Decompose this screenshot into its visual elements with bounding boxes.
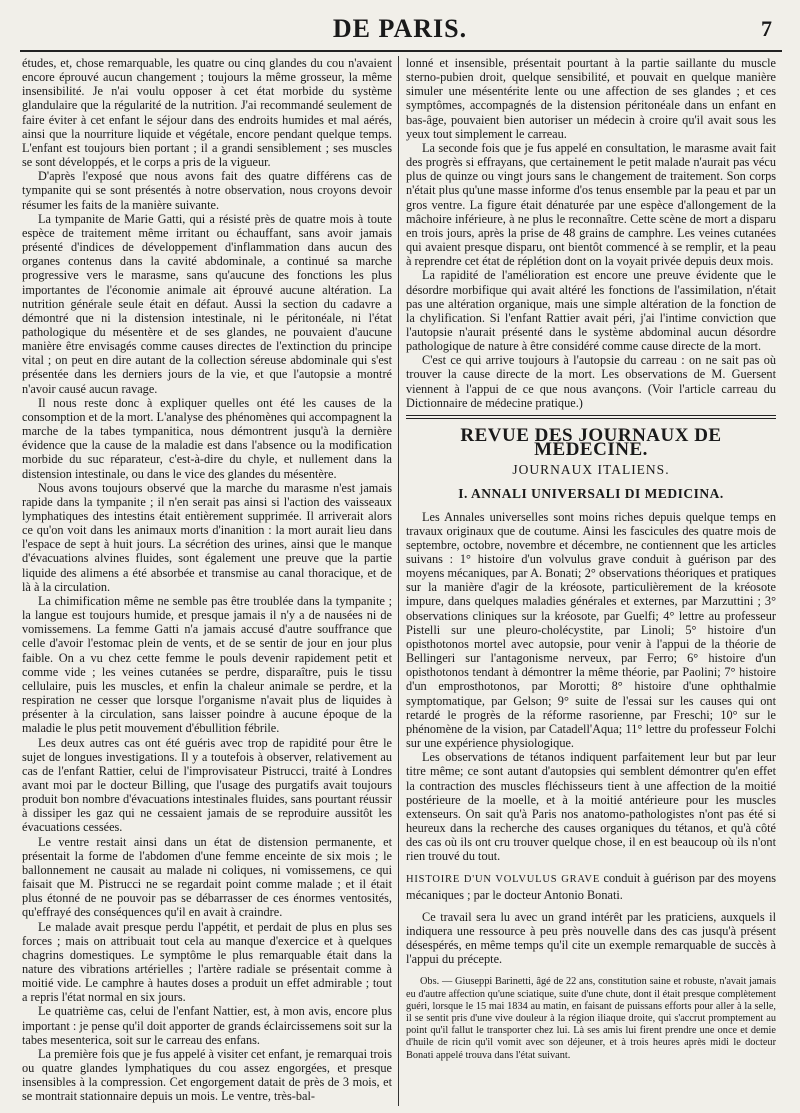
right-after-paragraph: Les Annales universelles sont moins riches depuis quelque temps en travaux originaux que de coutume. Ainsi les fascicules des quatre mois de septembre, octobre, novembre et décembre, ne contiennent que les articles suivans : 1° histoire d'un volvulus grave conduit à guérison par des moyens mécaniques, par A. Bonati; 2° observations théoriques et pratiques sur la manière d'agir de la kréosote, particulièrement de la kréosote impure, dans quelques maladies générales et externes, par Marzuttini ; 3° observations cliniques sur la kréosote, par Guelfi; 4° lettre au professeur Pistelli sur une pleuro-cholécystite, par Linoli; 5° histoire d'un opisthotonos mortel avec autopsie, pour venir à l'appui de la théorie de Bellingeri sur l'antagonisme nerveux, par Ferro; 6° histoire d'un opisthotonos tendant à démontrer la même théorie, par Paolini; 7° histoire d'un emprosthotonos, par Morotti; 8° histoire d'une ophthalmie symptomatique, par Gelson; 9° suite de l'essai sur les causes qui ont retardé le progrès de la réforme rasorienne, par Freschi; 10° sur le phénomène de la vision, par Catadell'Aqua; 11° lettre du professeur Folchi sur une expérience physiologique. <box>406 509 776 751</box>
left-column <box>22 56 392 1106</box>
right-after-paragraph: Les observations de tétanos indiquent parfaitement leur but par leur titre même; ce sont autant d'autopsies qui semblent démontrer qu'en effet la contraction des muscles fléchisseurs tient à une affection de la moitié postérieure de la moelle, et à la moitié antérieure pour les muscles extenseurs. On sait qu'à Paris nos anatomo-pathologistes n'ont pas été si heureux dans la recherche des causes organiques du tétanos, et qu'à côté des cas où ils ont cru trouver quelque chose, il en est beaucoup où ils n'ont rien trouvé du tout. <box>406 750 776 864</box>
page-number: 7 <box>761 16 772 41</box>
article-title <box>406 871 776 901</box>
observation-text: Obs. — Giuseppi Barinetti, âgé de 22 ans, constitution saine et robuste, n'avait jamais eu d'autre affection qu'une sciatique, suite d'une chute, dont il était presque complètement guéri, lorsque le 15 mai 1834 au matin, en faisant de puissans efforts pour aller à la selle, il se sentit pris d'une vive douleur à la région iliaque droite, qui s'accrut promptement au point qu'il fallut le transporter chez lui. Là ses amis lui firent prendre une once et demie d'huile de ricin qu'il vomit avec son déjeuner, et à trois heures après midi le docteur Bonati appelé trouva dans l'état suivant. <box>406 976 776 1061</box>
section-rule <box>406 415 776 416</box>
right-column <box>406 56 776 1106</box>
left-column-paragraph: Les deux autres cas ont été guéris avec trop de rapidité pour être le sujet de longues investigations. Il y a toutefois à observer, relativement au cas de l'enfant Rattier, celui de l'improvisateur Pistrucci, traité à Londres avant moi par le docteur Billing, que l'usage des purgatifs avait toujours produit bon nombre d'évacuations intestinales fluides, sans pourtant réussir à dissiper les gaz qui ne cessaient jamais de se reproduire aussitôt les évacuations cessées. <box>22 735 392 835</box>
article-intro: Ce travail sera lu avec un grand intérêt par les praticiens, auxquels il indiquera une ressource à peu près nouvelle dans des cas jusqu'à présent désespérés, en même temps qu'il cite un exemple remarquable de succès à l'appui du précepte. <box>406 909 776 967</box>
right-column-top <box>406 56 776 410</box>
section-subtitle: JOURNAUX ITALIENS. <box>512 462 670 478</box>
section-title: REVUE DES JOURNAUX DE MÉDECINE. <box>460 424 722 461</box>
right-column-paragraph: La rapidité de l'amélioration est encore une preuve évidente que le désordre morbifique qui avait altéré les fonctions de l'assimilation, n'était pas une altération organique, mais une simple altération de la fonction de la chylification. Si l'enfant Rattier avait péri, j'ai l'intime conviction que l'autopsie n'aurait présenté dans le système abdominal aucun désordre pathologique de nature à être considéré comme cause directe de la mort. <box>406 268 776 354</box>
left-column-paragraph: études, et, chose remarquable, les quatre ou cinq glandes du cou n'avaient encore éprouvé aucun changement ; toujours la même grosseur, la même insensibilité. Je n'ai voulu opposer à cet état morbide du système glandulaire que la régularité de la nutrition. J'ai recommandé seulement de faire éviter à cet enfant le séjour dans des endroits humides et mal aérés, ainsi que la nourriture liquide et végétale, encore pendant quelque temps. L'enfant est toujours bien portant ; il a grandi sensiblement ; ses muscles se sont développés, et le corps a pris de la vigueur. <box>22 56 392 170</box>
left-column-paragraph: Le malade avait presque perdu l'appétit, et perdait de plus en plus ses forces ; mais on attribuait tout cela au manque d'exercice et à quelques chagrins domestiques. Le symptôme le plus remarquable était dans la nature des vibrations artérielles ; l'artère radiale se présentait comme à moitié vide. Le camphre à hautes doses a produit un effet admirable ; tout a repris l'état normal en six jours. <box>22 919 392 1005</box>
right-column-paragraph: C'est ce qui arrive toujours à l'autopsie du carreau : on ne sait pas où trouver la cause directe de la mort. Les observations de M. Guersent viennent à l'appui de ce que nous avançons. (Voir l'article carreau du Dictionnaire de médecine pratique.) <box>406 353 776 410</box>
left-column-paragraph: Il nous reste donc à expliquer quelles ont été les causes de la consomption et de la mort. L'analyse des phénomènes qui accompagnent la marche de la tabes tympanitica, nous démontrent jusqu'à la dernière évidence que la cause de la maladie est dans l'absence ou la modification morbide du suc réparateur, c'est-à-dire du chyle, et nullement dans la distension intestinale, ou dans le vice des glandes du mésentère. <box>22 395 392 481</box>
left-column-paragraph: Nous avons toujours observé que la marche du marasme n'est jamais rapide dans la tympanite ; il n'en serait pas ainsi si l'action des vaisseaux lymphatiques des intestins était entièrement supprimée. Il arriverait alors ce qu'on voit dans les animaux morts d'inanition : la mort aurait lieu dans l'espace de sept à huit jours. La sécrétion des urines, ainsi que le manque d'évacuations alvines fluides, sont également une preuve que la partie liquide des alimens a été absorbée et transmise au canal thoracique, et de là à la circulation. <box>22 480 392 594</box>
right-column-paragraph: lonné et insensible, présentait pourtant à la partie saillante du muscle sterno-pubien droit, quelque sensibilité, et pouvait en quelque manière simuler une mésentérite lente ou une affection de ses glandes ; et ces symptômes, accompagnés de la distension péritonéale dans un enfant en bas-âge, pouvaient bien autoriser un médecin à croire qu'il avait sous les yeux tout simplement le carreau. <box>406 56 776 141</box>
section-rule-2 <box>406 418 776 419</box>
running-header <box>0 14 800 50</box>
header-rule <box>20 50 782 52</box>
column-separator <box>398 56 399 1106</box>
left-column-paragraph: Le ventre restait ainsi dans un état de distension permanente, et présentait la forme de l'abdomen d'une femme enceinte de six mois ; le ballonnement ne causait au malade ni coliques, ni vomissemens, ce qui faisait que M. Pistrucci ne se regardait point comme malade ; et il était plus étonné de ne pouvoir pas se débarrasser de ces énormes ventosités, qu'effrayé des conséquences qu'il en avait à craindre. <box>22 834 392 920</box>
left-column-paragraph: La chimification même ne semble pas être troublée dans la tympanite ; la langue est toujours humide, et presque jamais il n'y a de nausées ni de vomissemens. La femme Gatti n'a jamais accusé d'autre souffrance que celle d'avoir l'estomac plein de vents, et de se sentir de jour en jour plus faible. On a vu chez cette femme le pouls devenir rapidement petit et comme vide ; les veines cutanées se perdre, disparaître, puis le tissu cellulaire, puis les muscles, et enfin la chaleur animale se perdre, et la respiration ne cesser que lorsque l'organisme n'avait plus de liquides à présenter à la circulation, sans laisser poindre à aucune époque de la maladie le plus petit mouvement d'ébullition fébrile. <box>22 593 392 736</box>
left-column-paragraph: La première fois que je fus appelé à visiter cet enfant, je remarquai trois ou quatre glandes lymphatiques du cou assez engorgées, et presque insensibles à la compression. Cet engorgement datait de près de 3 mois, et se montrait stationnaire depuis un mois. Le ventre, très-bal- <box>22 1046 392 1104</box>
left-column-paragraph: La tympanite de Marie Gatti, qui a résisté près de quatre mois à toute espèce de traitement même irritant ou échauffant, sans avoir jamais présenté d'indices de développement d'inflammation dans aucun des organes contenus dans la cavité abdominale, a continué sa marche progressive vers le marasme, sans qu'aucune des fonctions les plus importantes de l'économie animale ait éprouvé aucune altération. La nutrition générale seule était en défaut. Aussi la section du cadavre a démontré que ni la distension intestinale, ni le péritonéale, ni l'état pathologique du mésentère et de ses glandes, ne pouvaient d'aucune manière être envisagés comme causes directes de l'extinction du principe vital ; on peut en dire autant de la collection séreuse abdominale qui s'est présentée dans les derniers jours de la vie, et que l'autopsie a montré n'avoir causé aucun ravage. <box>22 211 392 396</box>
right-column-review <box>406 510 776 864</box>
header-title: DE PARIS. <box>332 14 468 43</box>
left-column-paragraph: D'après l'exposé que nous avons fait des quatre différens cas de tympanite qui se sont présentés à notre observation, nous croyons devoir résumer les faits de la manière suivante. <box>22 169 392 212</box>
article-title-caps: HISTOIRE D'UN VOLVULUS GRAVE <box>406 874 601 886</box>
right-column-paragraph: La seconde fois que je fus appelé en consultation, le marasme avait fait des progrès si effrayans, que certainement le petit malade n'aurait pas vécu plus de quinze ou vingt jours sans le changement de traitement. Son corps n'était plus qu'une masse informe d'os tenus ensemble par la peau et par un gros ventre. La figure était dénaturée par une espèce d'allongement de la mâchoire inférieure, à ne plus le reconnaître. Cette scène de mort a disparu en trois jours, après la prise de 48 grains de camphre. Les veines cutanées qui avaient presque disparu, ont bientôt commencé à se remplir, et la peau à reprendre cet état de réplétion dont on la voyait privée depuis deux mois. <box>406 140 776 269</box>
observation-block <box>406 976 776 1061</box>
section-heading: I. ANNALI UNIVERSALI DI MEDICINA. <box>458 486 724 502</box>
left-column-paragraph: Le quatrième cas, celui de l'enfant Nattier, est, à mon avis, encore plus important : je pense qu'il doit apporter de grands éclaircissemens soit sur la tabes mesenterica, soit sur le carreau des enfans. <box>22 1004 392 1047</box>
article-title-rest: conduit à guérison par des moyens mécaniques ; par le docteur Antonio Bonati. <box>406 871 776 902</box>
